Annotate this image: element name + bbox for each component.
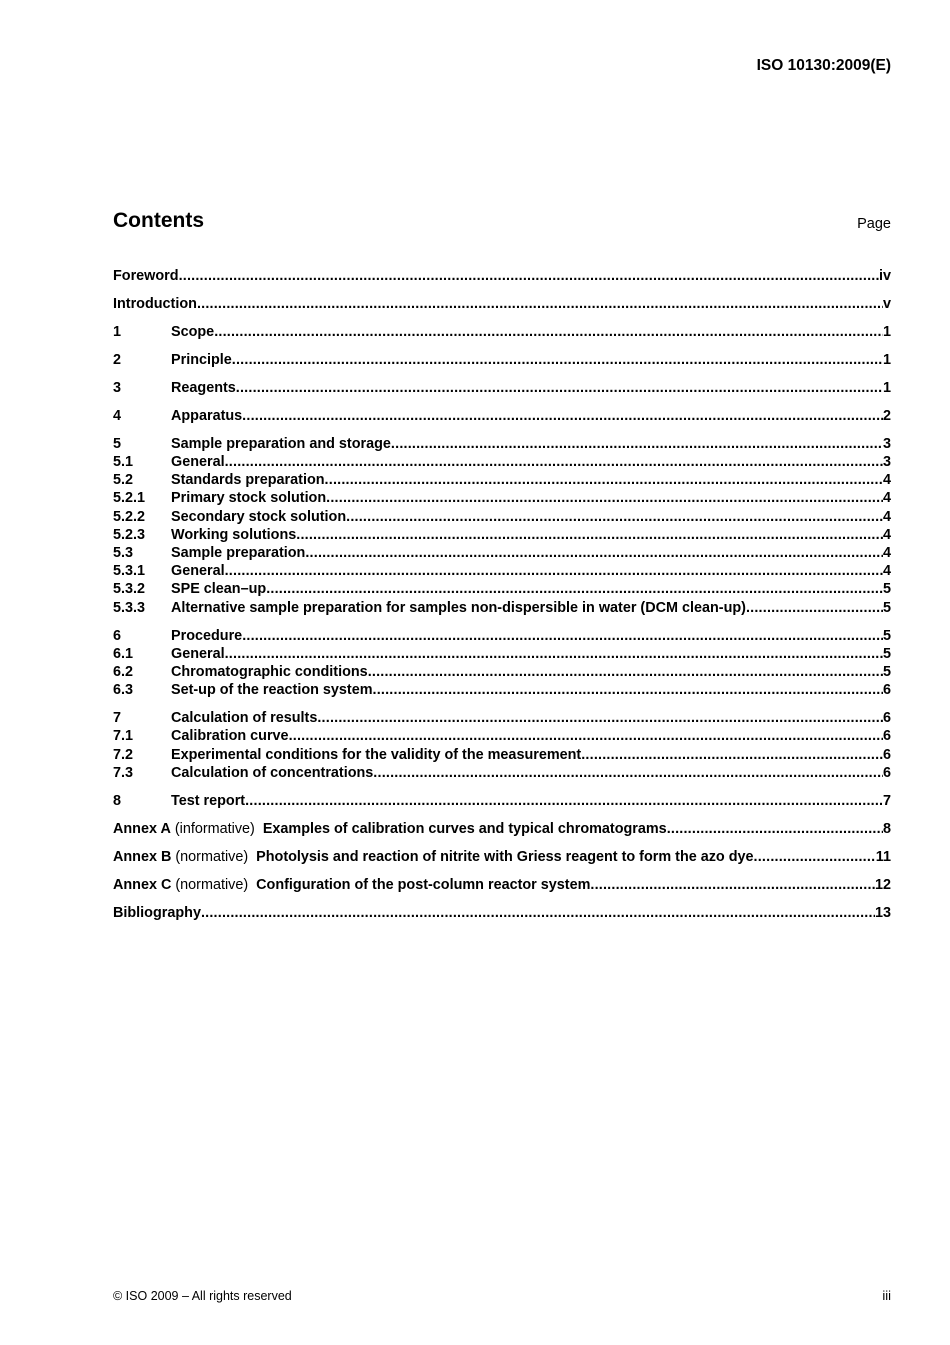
toc-entry-page: 7 <box>882 792 891 809</box>
toc-entry-page: 13 <box>874 904 891 921</box>
toc-entry-primary-stock-solution[interactable] <box>113 490 891 508</box>
toc-leader-dots <box>242 408 883 424</box>
toc-entry-page: 4 <box>882 508 891 525</box>
toc-entry-title: Calculation of results <box>171 710 318 727</box>
toc-leader-dots <box>373 682 883 698</box>
toc-entry-title: Calculation of concentrations <box>171 764 374 781</box>
toc-entry-page: 5 <box>882 581 891 598</box>
toc-entry-title: Scope <box>171 323 215 340</box>
toc-leader-dots <box>214 324 883 340</box>
toc-annex-type: (normative) <box>175 876 249 893</box>
toc-entry-title: Sample preparation <box>171 545 306 562</box>
toc-entry-title: Apparatus <box>171 407 243 424</box>
toc-entry-page: 6 <box>882 682 891 699</box>
toc-leader-dots <box>305 545 883 561</box>
toc-entry-page: 4 <box>882 526 891 543</box>
toc-entry-title: Test report <box>171 792 246 809</box>
footer-page-number: iii <box>882 1288 891 1303</box>
toc-entry-scope[interactable] <box>113 324 891 342</box>
toc-entry-standards-preparation[interactable] <box>113 472 891 490</box>
toc-entry-title: Calibration curve <box>171 728 289 745</box>
toc-entry-title: Sample preparation and storage <box>171 435 391 452</box>
toc-leader-dots <box>232 352 883 368</box>
toc-annex-type: (informative) <box>174 820 255 837</box>
toc-entry-number: 5.2.1 <box>113 490 146 507</box>
toc-leader-dots <box>201 905 875 921</box>
page-column-label: Page <box>857 216 891 232</box>
toc-entry-page: 6 <box>882 746 891 763</box>
toc-entry-secondary-stock-solution[interactable] <box>113 509 891 527</box>
toc-entry-foreword[interactable] <box>113 268 891 286</box>
toc-entry-title: General <box>171 454 225 471</box>
toc-leader-dots <box>325 472 883 488</box>
toc-entry-reaction-system-setup[interactable] <box>113 682 891 700</box>
document-id: ISO 10130:2009(E) <box>756 57 891 74</box>
toc-entry-number: 5 <box>113 435 122 452</box>
toc-entry-number: 5.3 <box>113 545 134 562</box>
toc-entry-page: 5 <box>882 627 891 644</box>
toc-leader-dots <box>242 628 883 644</box>
toc-entry-title: SPE clean–up <box>171 581 267 598</box>
toc-entry-calibration-curve[interactable] <box>113 728 891 746</box>
toc-entry-page: 4 <box>882 472 891 489</box>
toc-entry-principle[interactable] <box>113 352 891 370</box>
toc-entry-5-3-1-general[interactable] <box>113 563 891 581</box>
footer-copyright: © ISO 2009 – All rights reserved <box>113 1289 292 1303</box>
toc-entry-number: 6.2 <box>113 663 134 680</box>
toc-entry-number: 2 <box>113 351 122 368</box>
toc-entry-number: 5.2.3 <box>113 526 146 543</box>
toc-entry-page: 1 <box>882 323 891 340</box>
toc-entry-number: 5.3.3 <box>113 599 146 616</box>
toc-entry-number: 5.3.1 <box>113 563 146 580</box>
toc-leader-dots <box>225 646 883 662</box>
toc-leader-dots <box>197 296 883 312</box>
toc-entry-5-1-general[interactable] <box>113 454 891 472</box>
toc-entry-title: Reagents <box>171 379 236 396</box>
toc-entry-page: 12 <box>874 876 891 893</box>
toc-leader-dots <box>373 765 883 781</box>
toc-entry-title: Alternative sample preparation for samples non-dispersible in water (DCM clean-up) <box>171 599 746 616</box>
toc-entry-title: Photolysis and reaction of nitrite with Griess reagent to form the azo dye <box>256 848 754 865</box>
toc-entry-number: 5.1 <box>113 454 134 471</box>
toc-entry-introduction[interactable] <box>113 296 891 314</box>
toc-leader-dots <box>236 380 883 396</box>
toc-entry-page: 4 <box>882 490 891 507</box>
toc-leader-dots <box>346 509 883 525</box>
toc-entry-calculation-of-results[interactable] <box>113 710 891 728</box>
toc-entry-number: 1 <box>113 323 122 340</box>
toc-entry-number: 8 <box>113 792 122 809</box>
toc-leader-dots <box>225 563 883 579</box>
toc-entry-number: 7.1 <box>113 728 134 745</box>
toc-entry-annex-a[interactable] <box>113 821 891 839</box>
toc-annex-label: Annex B <box>113 848 172 865</box>
toc-entry-working-solutions[interactable] <box>113 527 891 545</box>
toc-entry-number: 5.2.2 <box>113 508 146 525</box>
toc-annex-type: (normative) <box>175 848 249 865</box>
toc-entry-number: 3 <box>113 379 122 396</box>
toc-entry-alternative-sample-preparation[interactable] <box>113 600 891 618</box>
toc-entry-page: 4 <box>882 563 891 580</box>
toc-leader-dots <box>225 454 883 470</box>
toc-entry-title: Standards preparation <box>171 472 325 489</box>
toc-entry-page: 6 <box>882 728 891 745</box>
toc-entry-number: 6 <box>113 627 122 644</box>
toc-entry-number: 5.3.2 <box>113 581 146 598</box>
toc-entry-annex-b[interactable] <box>113 849 891 867</box>
toc-entry-calculation-of-concentrations[interactable] <box>113 765 891 783</box>
toc-entry-page: 1 <box>882 379 891 396</box>
toc-entry-number: 7.3 <box>113 764 134 781</box>
toc-entry-number: 7 <box>113 710 122 727</box>
toc-leader-dots <box>245 793 883 809</box>
toc-leader-dots <box>754 849 876 865</box>
toc-entry-title: Examples of calibration curves and typical chromatograms <box>262 820 667 837</box>
toc-entry-title: General <box>171 645 225 662</box>
table-of-contents <box>113 268 891 923</box>
toc-leader-dots <box>179 268 879 284</box>
toc-leader-dots <box>590 877 875 893</box>
toc-leader-dots <box>326 490 883 506</box>
toc-entry-title: Working solutions <box>171 526 297 543</box>
toc-entry-page: 3 <box>882 454 891 471</box>
toc-entry-page: 5 <box>882 663 891 680</box>
toc-entry-title: Experimental conditions for the validity of the measurement <box>171 746 582 763</box>
toc-entry-experimental-conditions[interactable] <box>113 747 891 765</box>
toc-entry-page: 11 <box>875 848 891 865</box>
toc-entry-title: Configuration of the post-column reactor system <box>256 876 591 893</box>
toc-entry-page: 8 <box>882 820 891 837</box>
toc-entry-apparatus[interactable] <box>113 408 891 426</box>
toc-entry-page: iv <box>878 268 891 284</box>
toc-entry-title: Secondary stock solution <box>171 508 347 525</box>
toc-leader-dots <box>266 581 883 597</box>
toc-entry-title: Chromatographic conditions <box>171 663 368 680</box>
toc-entry-page: 1 <box>882 351 891 368</box>
toc-entry-bibliography[interactable] <box>113 905 891 923</box>
toc-entry-chromatographic-conditions[interactable] <box>113 664 891 682</box>
toc-entry-title: Set-up of the reaction system <box>171 682 373 699</box>
toc-leader-dots <box>289 728 883 744</box>
toc-entry-number: 6.1 <box>113 645 134 662</box>
toc-entry-title: General <box>171 563 225 580</box>
toc-entry-sample-preparation-storage[interactable] <box>113 436 891 454</box>
toc-entry-page: 5 <box>882 645 891 662</box>
toc-entry-page: v <box>882 295 891 312</box>
toc-entry-procedure[interactable] <box>113 628 891 646</box>
toc-entry-number: 7.2 <box>113 746 134 763</box>
toc-entry-page: 5 <box>882 599 891 616</box>
toc-leader-dots <box>581 747 883 763</box>
toc-leader-dots <box>296 527 883 543</box>
toc-entry-number: 6.3 <box>113 682 134 699</box>
toc-entry-number: 4 <box>113 407 122 424</box>
toc-entry-number: 5.2 <box>113 472 134 489</box>
toc-leader-dots <box>667 821 883 837</box>
toc-entry-title: Bibliography <box>113 904 201 921</box>
toc-entry-page: 4 <box>882 545 891 562</box>
toc-entry-title: Introduction <box>113 295 197 312</box>
toc-entry-spe-clean-up[interactable] <box>113 581 891 599</box>
toc-leader-dots <box>317 710 883 726</box>
toc-entry-6-1-general[interactable] <box>113 646 891 664</box>
toc-leader-dots <box>746 600 883 616</box>
toc-entry-sample-preparation[interactable] <box>113 545 891 563</box>
toc-entry-page: 6 <box>882 764 891 781</box>
toc-entry-title: Procedure <box>171 627 243 644</box>
toc-entry-title: Principle <box>171 351 232 368</box>
toc-entry-title: Primary stock solution <box>171 490 327 507</box>
toc-annex-label: Annex C <box>113 876 172 893</box>
toc-entry-page: 2 <box>882 407 891 424</box>
toc-annex-label: Annex A <box>113 820 171 837</box>
toc-entry-annex-c[interactable] <box>113 877 891 895</box>
toc-leader-dots <box>391 436 883 452</box>
toc-leader-dots <box>368 664 883 680</box>
toc-entry-page: 6 <box>882 710 891 727</box>
toc-entry-title: Foreword <box>113 268 179 284</box>
toc-entry-page: 3 <box>882 435 891 452</box>
contents-title: Contents <box>113 209 204 232</box>
toc-entry-test-report[interactable] <box>113 793 891 811</box>
toc-entry-reagents[interactable] <box>113 380 891 398</box>
